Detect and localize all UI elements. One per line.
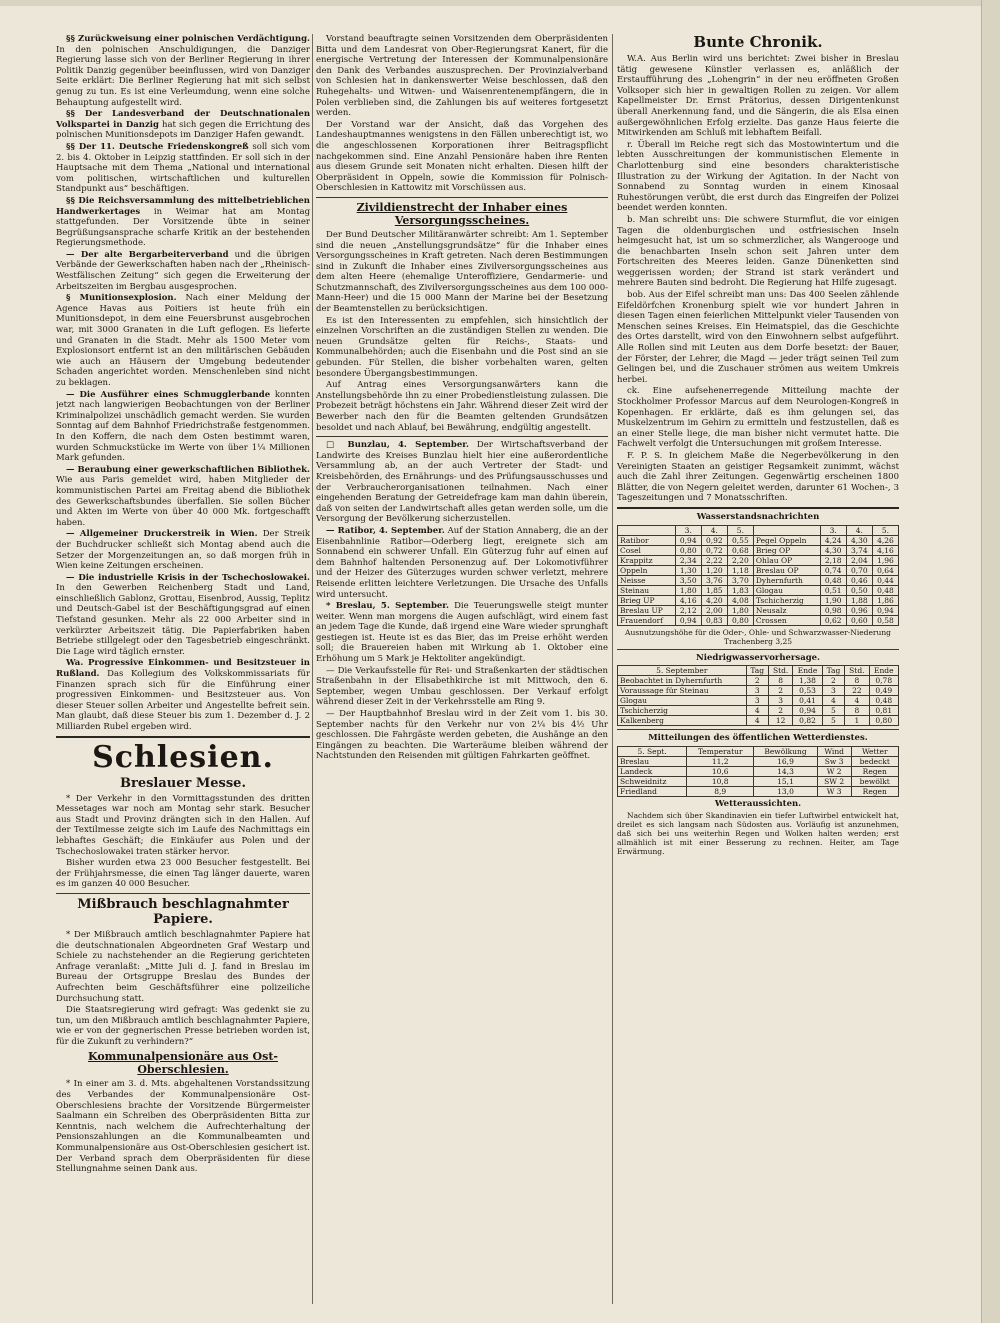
table-cell: Neisse [618,575,676,585]
table-header-cell: 5. [727,525,753,535]
table-cell: 5 [822,716,844,726]
table-cell: 8,9 [687,786,754,796]
chronicle-item: W.A. Aus Berlin wird uns berichtet: Zwei bisher in Breslau tätig gewesene Künstler verlassen es, anläßlich der Erstaufführung des „Lohengrin“ in der neu eröffneten Großen Volksoper sich hier in gewaltigen Rollen zu zeigen. Vor allem Kapellmeister Dr. Ernst Prätorius, dessen Dirigentenkunst überall Anerkennung fand, und die Sängerin, die als Elsa einen außergewöhnlichen Erfolg erzielte. Das ganze Haus feierte die Mitwirkenden am Schluß mit lebhaftem Beifall. [617,54,899,139]
article-text: Der Wirtschaftsverband der Landwirte des Kreises Bunzlau hielt hier eine außerordentliche Versammlung ab, an der auch Vertreter der Stadt- und Kreisbehörden, des Ernährungs- und des Prüfungsausschusses und der Verbraucherorganisationen teilnahmen. Nach einer eingehenden Beratung der Getreidefrage kam man dahin überein, daß von seiten der Landwirtschaft alles getan werden solle, um die Versorgung der Bevölkerung sicherzustellen. [316,440,608,525]
table-cell: 1,86 [872,595,898,605]
table-row [618,605,899,615]
article-text: — Die Verkaufsstelle für Rei- und Straßenkarten der städtischen Straßenbahn in der Elisabethkirche ist mit Mittwoch, den 6. September, wegen Umbau geschlossen. Der Verkauf erfolgt während dieser Zeit in der Verkehrsstelle am Ring 9. [316,665,608,708]
article-heading: — Die Ausführer eines Schmugglerbande [66,389,271,400]
table-cell: 3,74 [846,545,872,555]
table-cell: 0,80 [675,545,701,555]
table-cell: 0,62 [820,615,846,625]
article-vienna-strike [56,529,310,571]
table-cell: Ohlau OP [753,555,820,565]
table-row [618,696,899,706]
article-text: In den polnischen Anschuldigungen, die Danziger Regierung lasse sich von der Berliner Regierung in ihrer Politik Danzig gegenüber beeinflussen, wird von Danziger Seite erklärt: Die Berliner Regierung hat mit sich selbst genug zu tun. Es ist eine Verleumdung, wenn eine solche Behauptung aufgestellt wird. [56,44,310,108]
table-header-cell [618,525,676,535]
article-czech-crisis [56,573,310,658]
headline-communal-pensioners: Kommunalpensionäre aus Ost-Oberschlesien. [88,1050,278,1077]
table-cell: 0,48 [869,696,898,706]
article-text: soll sich vom 2. bis 4. Oktober in Leipzig stattfinden. Er soll sich in der Hauptsache mit dem Thema „National und international vom politischen, wirtschaftlichen und kulturellen Standpunkt aus“ beschäftigen. [56,141,310,195]
table-cell: W 2 [817,766,851,776]
table-header-cell: 4. [701,525,727,535]
table-cell: 0,94 [675,535,701,545]
table-cell: 0,96 [846,605,872,615]
divider [316,197,608,198]
article-text: — Der Hauptbahnhof Breslau wird in der Zeit vom 1. bis 30. September nachts für den Verkehr nur von 2¼ bis 4½ Uhr geschlossen. Die Fahrgäste werden gebeten, die Aushänge an den Eingängen zu beachten. Die Warteräume bleiben während der Nachtstunden den Reisenden mit gültigen Fahrkarten geöffnet. [316,709,608,762]
table-cell: 2,12 [675,605,701,615]
table-cell: 10,8 [687,776,754,786]
chronicle-item: b. Man schreibt uns: Die schwere Sturmflut, die vor einigen Tagen die oldenburgischen und ostfriesischen Inseln heimgesucht hat, ist um so schmerzlicher, als Wangerooge und die benachbarten Inseln schon seit Jahren unter dem Fortschreiten des Meeres leiden. Ganze Dünenketten sind weggerissen worden; der Strand ist stark verändert und mehrere Bauten sind bedroht. Die Regierung hat Hilfe zugesagt. [617,214,899,289]
table-row [618,535,899,545]
article-munitions-explosion [56,293,310,388]
article-heading: Wa. Progressive Einkommen- und Besitzsteuer in Rußland. [56,658,310,680]
article-heading: §§ Der 11. Deutsche Friedenskongreß [66,141,249,152]
table-row [618,575,899,585]
section-title-schlesien: Schlesien. [92,739,274,775]
page-edge-top [0,0,1000,6]
article-text: * Der Verkehr in den Vormittagsstunden des dritten Messetages war noch am Montag sehr stark. Besucher aus Stadt und Provinz drängten sich in den Hallen. Auf der Textilmesse zeigte sich im Laufe des Nachmittags ein lebhaftes Geschäft; die Einkäufer aus Polen und der Tschechoslowakei traten stärker hervor. [56,793,310,857]
table-cell: 1,90 [820,595,846,605]
table-cell: 0,51 [820,585,846,595]
weather-outlook-text: Nachdem sich über Skandinavien ein tiefer Luftwirbel entwickelt hat, dreilet es sich langsam nach Südosten aus. Vorläufig ist anzunehmen, daß sich bei uns weiterhin Regen und Wolken halten werden; erst allmählich ist mit einer Besserung zu rechnen. Heiter, am Tage Erwärmung. [617,811,899,857]
table-cell: 13,0 [754,786,818,796]
table-cell: 0,80 [869,716,898,726]
article-heading: §§ Der Landesverband der Deutschnationalen Volkspartei in Danzig [56,109,310,130]
table-header-cell: 5. September [618,666,747,676]
table-header-cell: Wetter [851,746,899,756]
table-cell: Oppeln [618,565,676,575]
table-cell: 0,98 [820,605,846,615]
weather-service-title: Mitteilungen des öffentlichen Wetterdienstes. [648,733,868,744]
table-cell: 14,3 [754,766,818,776]
table-cell: 2 [746,676,768,686]
table-cell: 3 [746,686,768,696]
table-cell: 5 [822,706,844,716]
table-row [618,766,899,776]
table-row [618,686,899,696]
table-cell: 0,94 [675,615,701,625]
table-cell: Glogau [753,585,820,595]
table-cell: 0,50 [846,585,872,595]
table-cell: 0,53 [793,686,822,696]
table-cell: Dyhernfurth [753,575,820,585]
article-heading: — Allgemeiner Druckerstreik in Wien. [66,529,258,540]
headline-bunte-chronik: Bunte Chronik. [693,34,823,51]
article-miners-union [56,250,310,292]
table-cell: Brieg UP [618,595,676,605]
table-row [618,615,899,625]
table-cell: 0,78 [869,676,898,686]
table-header-cell: Temperatur [687,746,754,756]
table-cell: 2 [768,706,792,716]
table-header-cell: Std. [845,666,869,676]
table-header-cell: 3. [675,525,701,535]
table-cell: 4 [822,696,844,706]
table-cell: Cosel [618,545,676,555]
table-cell: 4 [746,716,768,726]
table-cell: Landeck [618,766,687,776]
table-cell: 1,83 [727,585,753,595]
table-header-row [618,525,899,535]
table-cell: 2,18 [820,555,846,565]
article-library-robbery [56,465,310,529]
table-body [618,676,899,726]
table-cell: 2,34 [675,555,701,565]
article-text: Wie aus Paris gemeldet wird, haben Mitglieder der kommunistischen Partei am Freitag abend die Bibliothek des Gewerkschaftsbundes überfallen. Sie sollen Bücher und Akten im Werte von über 40 000 Mk. fortgeschafft haben. [56,475,310,528]
chronicle-item: r. Überall im Reiche regt sich das Mostowintertum und die lebten Ausschreitungen der kommunistischen Elemente in Charlottenburg sind eine besonders charakteristische Illustration zu der Wirkung der Agitation. In der Nacht von Sonnabend zu Sonntag wurden in einem Kinosaal Ruhestörungen verübt, die erst durch das Eingreifen der Polizei beendet werden konnten. [617,139,899,214]
table-cell: 0,48 [820,575,846,585]
weather-outlook-title: Wetteraussichten. [714,798,802,809]
table-cell: Kalkenberg [618,716,747,726]
chronicle-item: F. P. S. In gleichem Maße die Negerbevölkerung in den Vereinigten Staaten an geistiger Regsamkeit zunimmt, wächst auch die Zahl ihrer Zeitungen. Gegenwärtig erscheinen 1800 Blätter, die von Negern geleitet werden, darunter 61 Wochen-, 3 Tageszeitungen und 7 Monatsschriften. [617,450,899,504]
table-cell: 3 [822,686,844,696]
table-cell: 4,16 [872,545,898,555]
divider [617,507,899,509]
table-body [618,756,899,796]
table-cell: 4,30 [820,545,846,555]
table-row [618,716,899,726]
table-cell: Breslau OP [753,565,820,575]
table-cell: 22 [845,686,869,696]
table-cell: Brieg OP [753,545,820,555]
table-cell: 0,82 [793,716,822,726]
article-heading: § Munitionsexplosion. [66,293,177,304]
article-heading: — Beraubung einer gewerkschaftlichen Bibliothek. [66,464,310,475]
table-header-cell: 3. [820,525,846,535]
table-cell: 0,68 [727,545,753,555]
low-water-title: Niedrigwasservorhersage. [695,652,821,663]
table-cell: 4 [845,696,869,706]
table-cell: 3,50 [675,575,701,585]
table-cell: 0,72 [701,545,727,555]
table-header-row [618,746,899,756]
article-text: Es ist den Interessenten zu empfehlen, sich hinsichtlich der einzelnen Vorschriften an die zuständigen Stellen zu wenden. Die neuen Grundsätze gelten für Reichs-, Staats- und Kommunalbehörden; auch die Eisenbahn und die Post sind an sie gebunden. Für Stellen, die bisher vorbehalten waren, gelten besondere Übergangsbestimmungen. [316,315,608,379]
table-cell: 10,6 [687,766,754,776]
column-rule-2 [612,34,613,1304]
page-edge-right [981,0,1000,1323]
table-cell: 0,60 [846,615,872,625]
table-cell: 2 [768,686,792,696]
table-cell: 2,00 [701,605,727,615]
water-level-title: Wasserstandsnachrichten [696,511,820,522]
water-level-note: Ausnutzungshöhe für die Oder-, Ohle- und Schwarzwasser-Niederung Trachenberg 3,25 [625,627,891,646]
table-cell: 3 [746,696,768,706]
article-bunzlau [316,440,608,525]
article-text: Die Teuerungswelle steigt munter weiter. Wenn man morgens die Augen aufschlägt, wird einem fast an jedem Tage die Kunde, daß irgend eine Ware wieder sprunghaft gestiegen ist. Heute ist es das Bier, das im Preise erhöht werden soll; die Brauereien haben mit Wirkung ab 1. Oktober eine Erhöhung um 5 Mark je Hektoliter angekündigt. [316,601,608,665]
table-cell: 4,26 [872,535,898,545]
article-peace-congress [56,142,310,195]
table-cell: 0,58 [872,615,898,625]
table-header-cell: 5. Sept. [618,746,687,756]
article-heading: §§ Die Reichsversammlung des mittelbetrieblichen Handwerkertages [56,195,310,217]
table-cell: Tschicherzig [618,706,747,716]
table-cell: Sw 3 [817,756,851,766]
table-cell: 2,04 [846,555,872,565]
table-row [618,555,899,565]
article-text: konnten jetzt nach langwierigen Beobachtungen von der Berliner Kriminalpolizei unschädlich gemacht werden. Sie wurden Sonntag auf dem Bahnhof Friedrichstraße festgenommen. In den Koffern, die nach dem Osten bestimmt waren, wurden Schmuckstücke im Werte von über 1¼ Millionen Mark gefunden. [56,389,310,464]
table-cell: Regen [851,786,899,796]
water-level-table [617,525,899,626]
table-cell: 0,46 [846,575,872,585]
table-cell: 4,20 [701,595,727,605]
article-text: Der Streik der Buchdrucker schließt sich Montag abend auch die Setzer der Morgenzeitungen an, so daß morgen früh in Wien keine Zeitungen erscheinen. [56,529,310,572]
article-polish-accusation [56,34,310,108]
table-row [618,595,899,605]
table-cell: 0,44 [872,575,898,585]
table-cell: 0,48 [872,585,898,595]
table-cell: 0,94 [793,706,822,716]
table-cell: Schweidnitz [618,776,687,786]
table-cell: Frauendorf [618,615,676,625]
table-cell: 3 [768,696,792,706]
headline-misuse-papers: Mißbrauch beschlagnahmter Papiere. [77,896,289,927]
table-cell: 8 [768,676,792,686]
low-water-table [617,665,899,726]
table-cell: Voraussage für Steinau [618,686,747,696]
article-text: In den Gewerben Reichenberg Stadt und Land, einschließlich Gablonz, Grottau, Eisenbrod, Aussig, Teplitz und Deutsch-Gabel ist der Beschäftigungsgrad auf einen Tiefstand gesunken. Mehr als 22 000 Arbeiter sind in verkürzter Arbeitszeit tätig. Die Papierfabriken haben Betriebe stillgelegt oder den Tagesbetrieb eingeschränkt. Die Lage wird täglich ernster. [56,583,310,657]
table-cell: 8 [845,676,869,686]
table-cell: 1,38 [793,676,822,686]
table-header-cell [753,525,820,535]
table-cell: Crossen [753,615,820,625]
table-header-cell: Wind [817,746,851,756]
headline-civil-service-rights: Zivildienstrecht der Inhaber eines Versorgungsscheines. [356,200,568,227]
article-heading: * Breslau, 5. September. [326,601,449,612]
column-middle [316,34,608,1304]
table-body [618,535,899,625]
table-cell: 1,80 [675,585,701,595]
table-row [618,786,899,796]
article-craftsmen-assembly [56,196,310,249]
table-cell: 4,16 [675,595,701,605]
article-text: Bisher wurden etwa 23 000 Besucher festgestellt. Bei der Frühjahrsmesse, die einen Tag länger dauerte, waren es im ganzen 40 000 Besucher. [56,858,310,890]
table-cell: Pegel Oppeln [753,535,820,545]
table-cell: bewölkt [851,776,899,786]
table-cell: SW 2 [817,776,851,786]
table-cell: bedeckt [851,756,899,766]
table-cell: 0,81 [869,706,898,716]
table-cell: 3,70 [727,575,753,585]
table-header-cell: Tag [746,666,768,676]
table-cell: Krappitz [618,555,676,565]
table-cell: 4 [746,706,768,716]
table-cell: Regen [851,766,899,776]
table-row [618,676,899,686]
chronicle-item: bob. Aus der Eifel schreibt man uns: Das 400 Seelen zählende Eifeldörfchen Kronenburg spielt wie vor hundert Jahren in diesen Tagen einen feierlichen Mittelpunkt vieler Tausenden von Menschen seines Kreises. Ein Heimatspiel, das die Geschichte des Ortes darstellt, wird von den Einwohnern selbst aufgeführt. Alle Rollen sind mit Leuten aus dem Dorfe besetzt: der Bauer, der Förster, der Lehrer, die Magd — jeder trägt seinen Teil zum Gelingen bei, und die Zuschauer strömen aus weitem Umkreis herbei. [617,290,899,385]
table-cell: 8 [845,706,869,716]
table-cell: 3,76 [701,575,727,585]
article-text: Die Staatsregierung wird gefragt: Was gedenkt sie zu tun, um den Mißbrauch amtlich beschlagnahmter Papiere, wie er von der gegnerischen Presse betrieben worden ist, für die Zukunft zu verhindern?“ [56,1005,310,1047]
article-text: * In einer am 3. d. Mts. abgehaltenen Vorstandssitzung des Verbandes der Kommunalpensionäre Ost-Oberschlesiens brachte der Vorsitzende Bürgermeister Saalmann ein Schreiben des Oberpräsidenten Bitta zur Kenntnis, nach welchem die Aufrechterhaltung der Pensionszahlungen an die Kommunalbeamten und Kommunalpensionäre aus Ost-Oberschlesien gesichert ist. Der Verband sprach dem Oberpräsidenten für diese Stellungnahme seinen Dank aus. [56,1079,310,1175]
table-cell: 0,49 [869,686,898,696]
article-heading: — Die industrielle Krisis in der Tschechoslowakei. [66,572,310,583]
article-heading: □ Bunzlau, 4. September. [326,440,469,451]
headline-breslau-fair: Breslauer Messe. [120,775,246,791]
table-cell: 15,1 [754,776,818,786]
table-cell: 1,80 [727,605,753,615]
table-row [618,756,899,766]
table-cell: 12 [768,716,792,726]
article-text: hat sich gegen die Errichtung des polnischen Munitionsdepots im Danziger Hafen gewandt. [56,119,310,141]
table-row [618,776,899,786]
table-cell: 0,55 [727,535,753,545]
table-cell: 0,64 [872,565,898,575]
table-header-cell: 5. [872,525,898,535]
table-cell: 2 [822,676,844,686]
table-header-cell: Tag [822,666,844,676]
table-cell: 2,22 [701,555,727,565]
article-heading: — Der alte Bergarbeiterverband [66,249,229,260]
table-cell: 0,80 [727,615,753,625]
table-cell: 11,2 [687,756,754,766]
table-header-cell: Ende [869,666,898,676]
table-cell: 4,30 [846,535,872,545]
divider [56,893,310,894]
table-cell: Ratibor [618,535,676,545]
section-divider [56,736,310,738]
column-right [617,34,899,1304]
article-heading: — Ratibor, 4. September. [326,525,445,536]
table-row [618,706,899,716]
column-rule-1 [312,34,313,1304]
table-cell: 0,74 [820,565,846,575]
table-cell: 0,83 [701,615,727,625]
table-cell: Breslau [618,756,687,766]
table-row [618,545,899,555]
table-cell: 4,08 [727,595,753,605]
article-smugglers [56,390,310,464]
table-header-row [618,666,899,676]
table-header-cell: Bewölkung [754,746,818,756]
table-cell: 1 [845,716,869,726]
table-cell: 1,85 [701,585,727,595]
table-cell: W 3 [817,786,851,796]
table-cell: 1,96 [872,555,898,565]
article-russia-tax [56,658,310,732]
article-text: Das Kollegium des Volkskommissariats für Finanzen sprach sich für die Einführung einer progressiven Einkommen- und Besitzsteuer aus. Von dieser Steuer sollen Arbeiter und Angestellte befreit sein. Man glaubt, daß diese Steuer bis zum 1. Dezember d. J. 2 Milliarden Rubel ergeben wird. [56,669,310,732]
table-header-cell: 4. [846,525,872,535]
divider [316,436,608,437]
table-row [618,585,899,595]
table-cell: 1,30 [675,565,701,575]
table-cell: Beobachtet in Dyhernfurth [618,676,747,686]
chronicle-item: ck. Eine aufsehenerregende Mitteilung machte der Stockholmer Professor Marcus auf dem Neurologen-Kongreß in Kopenhagen. Er erklärte, daß es ihm gelungen sei, das Muskelzentrum im Gehirn zu ermitteln und festzustellen, daß es an einer Stelle liege, die man bisher nicht vermutet hatte. Die Fachwelt verfolgt die Untersuchungen mit großem Interesse. [617,386,899,450]
table-cell: 1,88 [846,595,872,605]
article-text: Auf Antrag eines Versorgungsanwärters kann die Anstellungsbehörde ihn zu einer Probedienstleistung zulassen. Die Probezeit beträgt höchstens ein Jahr. Während dieser Zeit wird der Bewerber nach den für die Beamten geltenden Grundsätzen besoldet und nach Ablauf, bei Bewährung, endgültig angestellt. [316,380,608,433]
divider [617,649,899,650]
table-cell: 1,20 [701,565,727,575]
table-cell: Friedland [618,786,687,796]
article-text: Der Bund Deutscher Militäranwärter schreibt: Am 1. September sind die neuen „Anstellungsgrundsätze“ für die Inhaber eines Versorgungsscheines in Kraft getreten. Nach deren Bestimmungen sind in Zukunft die Inhaber eines Zivilversorgungsscheines aus dem alten Heere (ehemalige Unteroffiziere, Gendarmerie- und Schutzmannschaft, des Zivilversorgungsscheines aus dem 100 000-Mann-Heer) und die 15 000 Mann der Marine bei der Besetzung der Beamtenstellen zu berücksichtigen. [316,229,608,315]
table-cell: 0,70 [846,565,872,575]
table-cell: 0,41 [793,696,822,706]
article-danzig-party [56,109,310,141]
table-cell: 2,20 [727,555,753,565]
table-cell: Neusalz [753,605,820,615]
table-cell: 16,9 [754,756,818,766]
article-text: * Der Mißbrauch amtlich beschlagnahmter Papiere hat die deutschnationalen Abgeordneten Graf Westarp und Schiele zu nachstehender an die Regierung gerichteten Anfrage veranlaßt: „Mitte Juli d. J. fand in Breslau im Bureau der Ortsgruppe Breslau des Bundes der Aufrechten beim Geschäftsführer eine polizeiliche Durchsuchung statt. [56,929,310,1004]
table-header-cell: Ende [793,666,822,676]
article-text: Der Vorstand war der Ansicht, daß das Vorgehen des Landeshauptmannes wenigstens in den Fällen unberechtigt ist, wo die angeschlossenen Korporationen ihrer Beitragspflicht nachgekommen sind. Eine Anzahl Pensionäre haben ihre Renten aus diesem Grunde seit Monaten nicht erhalten. Diesen hilft der Oberpräsident in Oppeln, sowie die Kommission für Polnisch-Oberschlesien in Kattowitz mit Vorschüssen aus. [316,119,608,194]
article-heading: §§ Zurückweisung einer polnischen Verdächtigung. [66,34,310,44]
weather-table [617,746,899,797]
divider [617,729,899,730]
article-text: Vorstand beauftragte seinen Vorsitzenden dem Oberpräsidenten Bitta und dem Landesrat von Ober-Regierungsrat Kanert, für die energische Vertretung der Interessen der Kommunalpensionäre den Dank des Verbandes auszusprechen. Der Provinzialverband von Schlesien hat in dankenswerter Weise beschlossen, daß den Ruhegehalts- und Witwen- und Waisenrentenempfängern, die in Polen verblieben sind, die Zahlungen bis auf weiteres fortgesetzt werden. [316,34,608,119]
table-row [618,565,899,575]
table-cell: Steinau [618,585,676,595]
table-cell: 4,24 [820,535,846,545]
article-text: Nach einer Meldung der Agence Havas aus Poitiers ist heute früh ein Munitionsdepot, in dem eine Feuersbrunst ausgebrochen war, mit 3000 Granaten in die Luft geflogen. Es lieferte und Granaten in die Stadt. Mehr als 1500 Meter vom Explosionsort entfernt ist an den militärischen Gebäuden wie auch an Häusern der Umgebung bedeutender Schaden angerichtet worden. Menschenleben sind nicht zu beklagen. [56,293,310,388]
article-breslau [316,601,608,665]
column-left [56,34,310,1304]
table-cell: Tschicherzig [753,595,820,605]
article-text: in Weimar hat am Montag stattgefunden. Der Vorsitzende übte in seiner Begrüßungsansprache scharfe Kritik an der bestehenden Regierungsmethode. [56,206,310,249]
table-cell: Breslau UP [618,605,676,615]
article-text: und die übrigen Verbände der Gewerkschaften haben nach der „Rheinisch-Westfälischen Zeitung“ sich gegen die Erweiterung der Arbeitszeiten im Bergbau ausgesprochen. [56,249,310,292]
article-text: Auf der Station Annaberg, die an der Eisenbahnlinie Ratibor—Oderberg liegt, ereignete sich am Sonnabend ein schwerer Unfall. Ein Güterzug fuhr auf einen auf dem Bahnhof haltenden Personenzug auf. Der Lokomotivführer und der Heizer des Güterzuges wurden schwer verletzt, mehrere Reisende erlitten leichtere Verletzungen. Die Ursache des Unfalls wird untersucht. [316,525,608,600]
table-cell: Glogau [618,696,747,706]
table-cell: 0,92 [701,535,727,545]
table-header-cell: Std. [768,666,792,676]
table-cell: 1,18 [727,565,753,575]
table-cell: 0,94 [872,605,898,615]
article-ratibor [316,526,608,600]
